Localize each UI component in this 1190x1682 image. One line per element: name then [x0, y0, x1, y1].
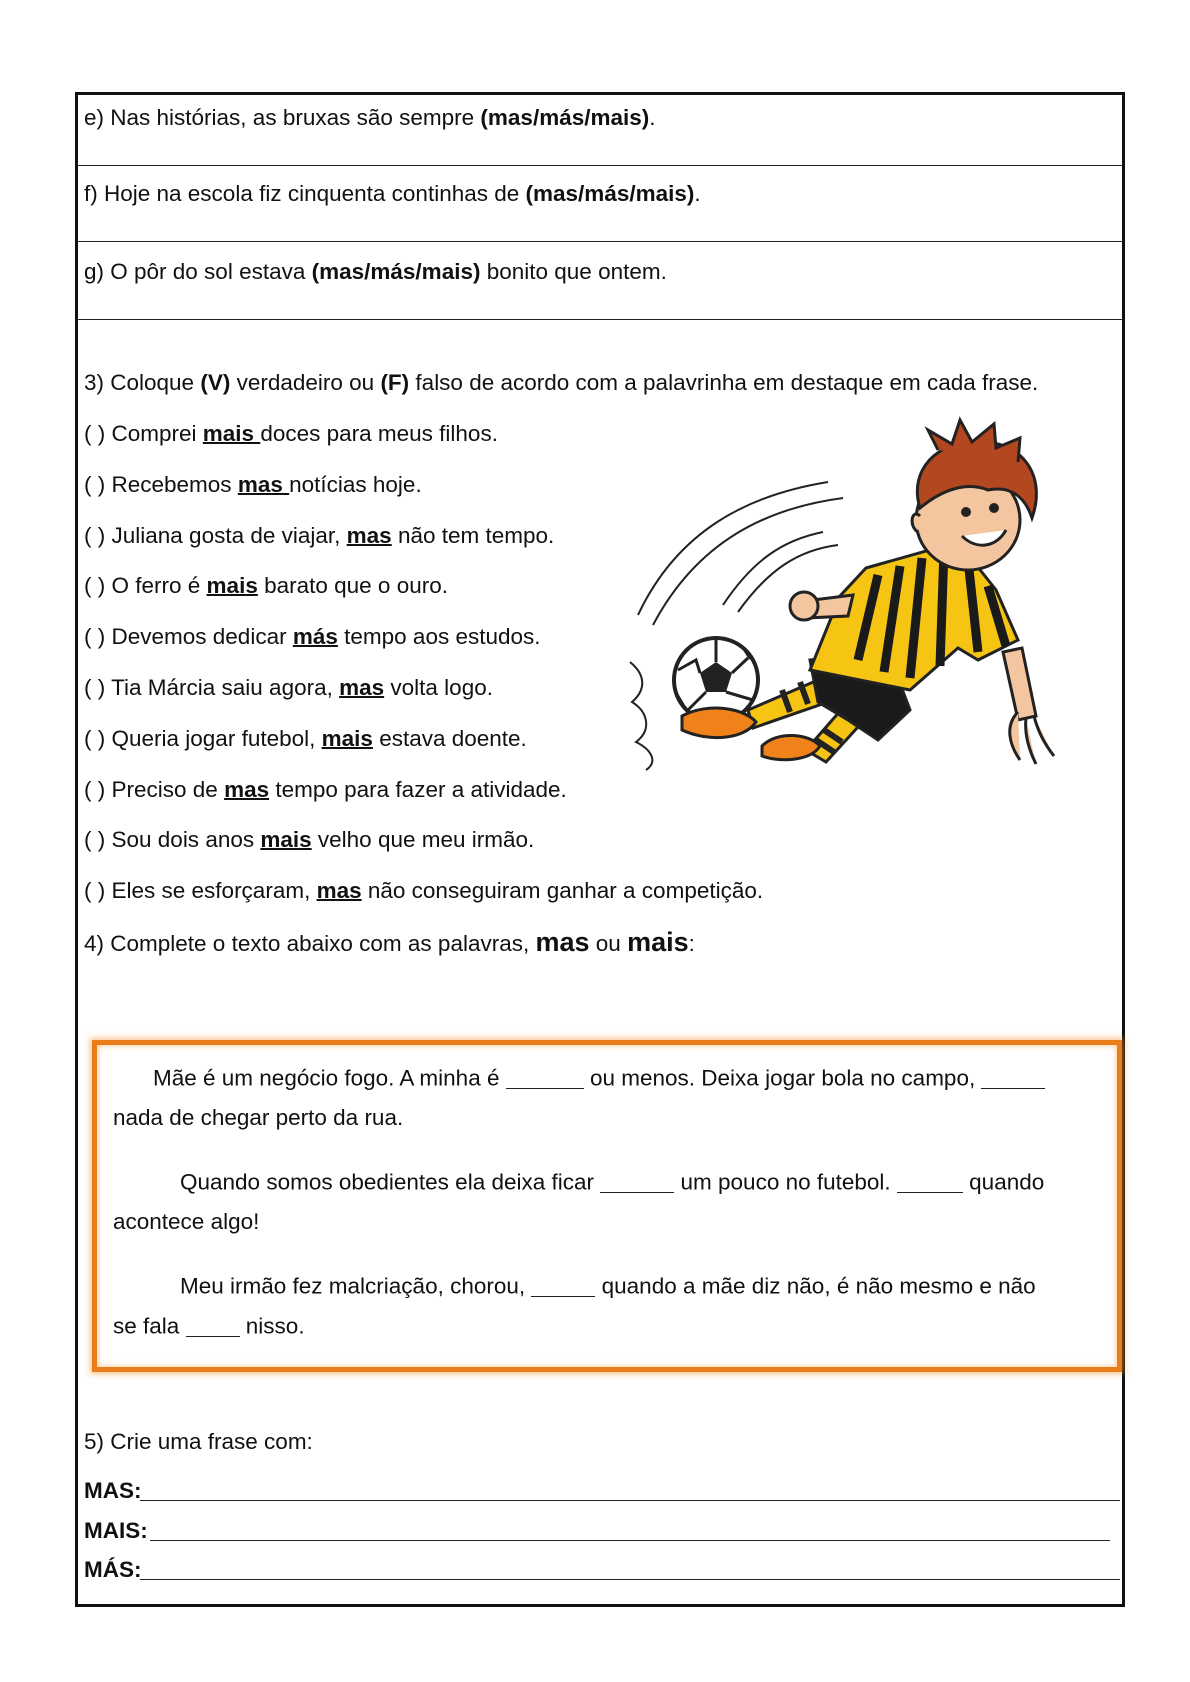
- blank-1[interactable]: [506, 1065, 584, 1089]
- q3-item-text: Sou dois anos: [105, 827, 261, 853]
- q3-item-text: tempo para fazer a atividade.: [269, 776, 567, 802]
- blank-6[interactable]: [186, 1313, 240, 1337]
- q3-item: [84, 827, 534, 853]
- checkbox-parentheses[interactable]: ( ): [84, 776, 106, 802]
- q3-item-text: não tem tempo.: [391, 522, 555, 548]
- highlighted-word: mais: [321, 725, 373, 751]
- q3-item-text: Queria jogar futebol,: [105, 725, 322, 751]
- q3-item: [84, 624, 541, 650]
- q3-item: [84, 675, 493, 701]
- paragraph-3-line-2: se fala nisso.: [113, 1313, 305, 1339]
- q3-item-text: Comprei: [105, 421, 203, 446]
- highlighted-word: mais: [202, 421, 261, 446]
- q3-item-text: barato que o ouro.: [257, 573, 448, 599]
- q3-item-text: Preciso de: [105, 776, 225, 802]
- soccer-player-illustration: [548, 390, 1088, 800]
- answer-line-e[interactable]: [78, 165, 1122, 166]
- q3-title: 3) Coloque (V) verdadeiro ou (F) falso de acordo com a palavrinha em destaque em cada frase.: [84, 370, 1039, 395]
- q3-item: [84, 472, 422, 498]
- paragraph-3-line-1: Meu irmão fez malcriação, chorou, quando a mãe diz não, é não mesmo e não: [180, 1273, 1036, 1299]
- text-box: [92, 1040, 1122, 1372]
- answer-line-g[interactable]: [78, 319, 1122, 320]
- answer-line-f[interactable]: [78, 241, 1122, 242]
- q3-item-text: estava doente.: [372, 725, 527, 751]
- paragraph-1-line-1: Mãe é um negócio fogo. A minha é ou menos. Deixa jogar bola no campo,: [153, 1065, 1045, 1092]
- q3-item: [84, 523, 554, 549]
- q3-item-text: Tia Márcia saiu agora,: [105, 675, 340, 700]
- q3-item-text: Eles se esforçaram,: [105, 878, 317, 904]
- checkbox-parentheses[interactable]: ( ): [84, 471, 106, 497]
- q3-item-text: notícias hoje.: [289, 471, 422, 497]
- paragraph-2-line-1: Quando somos obedientes ela deixa ficar um pouco no futebol. quando: [180, 1169, 1045, 1195]
- q3-item: [84, 726, 527, 752]
- checkbox-parentheses[interactable]: ( ): [84, 827, 106, 853]
- q3-item-text: doces para meus filhos.: [260, 421, 498, 446]
- checkbox-parentheses[interactable]: ( ): [84, 675, 106, 700]
- q3-item: [84, 573, 448, 599]
- q3-item: [84, 878, 763, 904]
- checkbox-parentheses[interactable]: ( ): [84, 878, 106, 904]
- highlighted-word: mas: [339, 675, 385, 700]
- q3-item-text: Recebemos: [105, 471, 238, 497]
- paragraph-1-line-2: nada de chegar perto da rua.: [113, 1105, 404, 1130]
- answer-line-mais[interactable]: [150, 1540, 1110, 1541]
- highlighted-word: mas: [316, 878, 362, 904]
- q3-item-text: O ferro é: [105, 573, 207, 599]
- q4-title: 4) Complete o texto abaixo com as palavras, mas ou mais:: [84, 927, 695, 957]
- q3-item-text: volta logo.: [384, 675, 493, 700]
- highlighted-word: mas: [237, 471, 290, 497]
- q2-item-g: g) O pôr do sol estava (mas/más/mais) bonito que ontem.: [84, 259, 667, 284]
- q3-item-text: não conseguiram ganhar a competição.: [361, 878, 764, 904]
- highlighted-word: mas: [346, 522, 392, 548]
- checkbox-parentheses[interactable]: ( ): [84, 421, 106, 446]
- answer-line-mas[interactable]: [140, 1500, 1120, 1501]
- q3-item-text: tempo aos estudos.: [337, 624, 541, 650]
- blank-3[interactable]: [600, 1169, 674, 1193]
- label-mas-accent: MÁS:: [84, 1557, 142, 1582]
- highlighted-word: mais: [260, 827, 312, 853]
- q5-title: 5) Crie uma frase com:: [84, 1429, 313, 1454]
- checkbox-parentheses[interactable]: ( ): [84, 624, 106, 650]
- blank-2[interactable]: [981, 1065, 1045, 1089]
- checkbox-parentheses[interactable]: ( ): [84, 573, 106, 599]
- q3-item-text: velho que meu irmão.: [311, 827, 535, 853]
- checkbox-parentheses[interactable]: ( ): [84, 725, 106, 751]
- label-mais: MAIS:: [84, 1518, 148, 1543]
- answer-line-mas-accent[interactable]: [140, 1579, 1120, 1580]
- q3-item-text: Juliana gosta de viajar,: [105, 522, 347, 548]
- highlighted-word: mais: [206, 573, 258, 599]
- checkbox-parentheses[interactable]: ( ): [84, 522, 106, 548]
- q2-item-f: f) Hoje na escola fiz cinquenta continhas de (mas/más/mais).: [84, 181, 701, 206]
- blank-5[interactable]: [531, 1273, 595, 1297]
- paragraph-2-line-2: acontece algo!: [113, 1209, 260, 1234]
- label-mas: MAS:: [84, 1478, 142, 1503]
- worksheet-frame: [75, 92, 1125, 1607]
- highlighted-word: mas: [224, 776, 270, 802]
- q3-item: [84, 777, 567, 803]
- blank-4[interactable]: [897, 1169, 963, 1193]
- q3-item-text: Devemos dedicar: [105, 624, 293, 650]
- q3-item: [84, 421, 498, 447]
- q2-item-e: e) Nas histórias, as bruxas são sempre (mas/más/mais).: [84, 105, 656, 130]
- highlighted-word: más: [292, 624, 338, 650]
